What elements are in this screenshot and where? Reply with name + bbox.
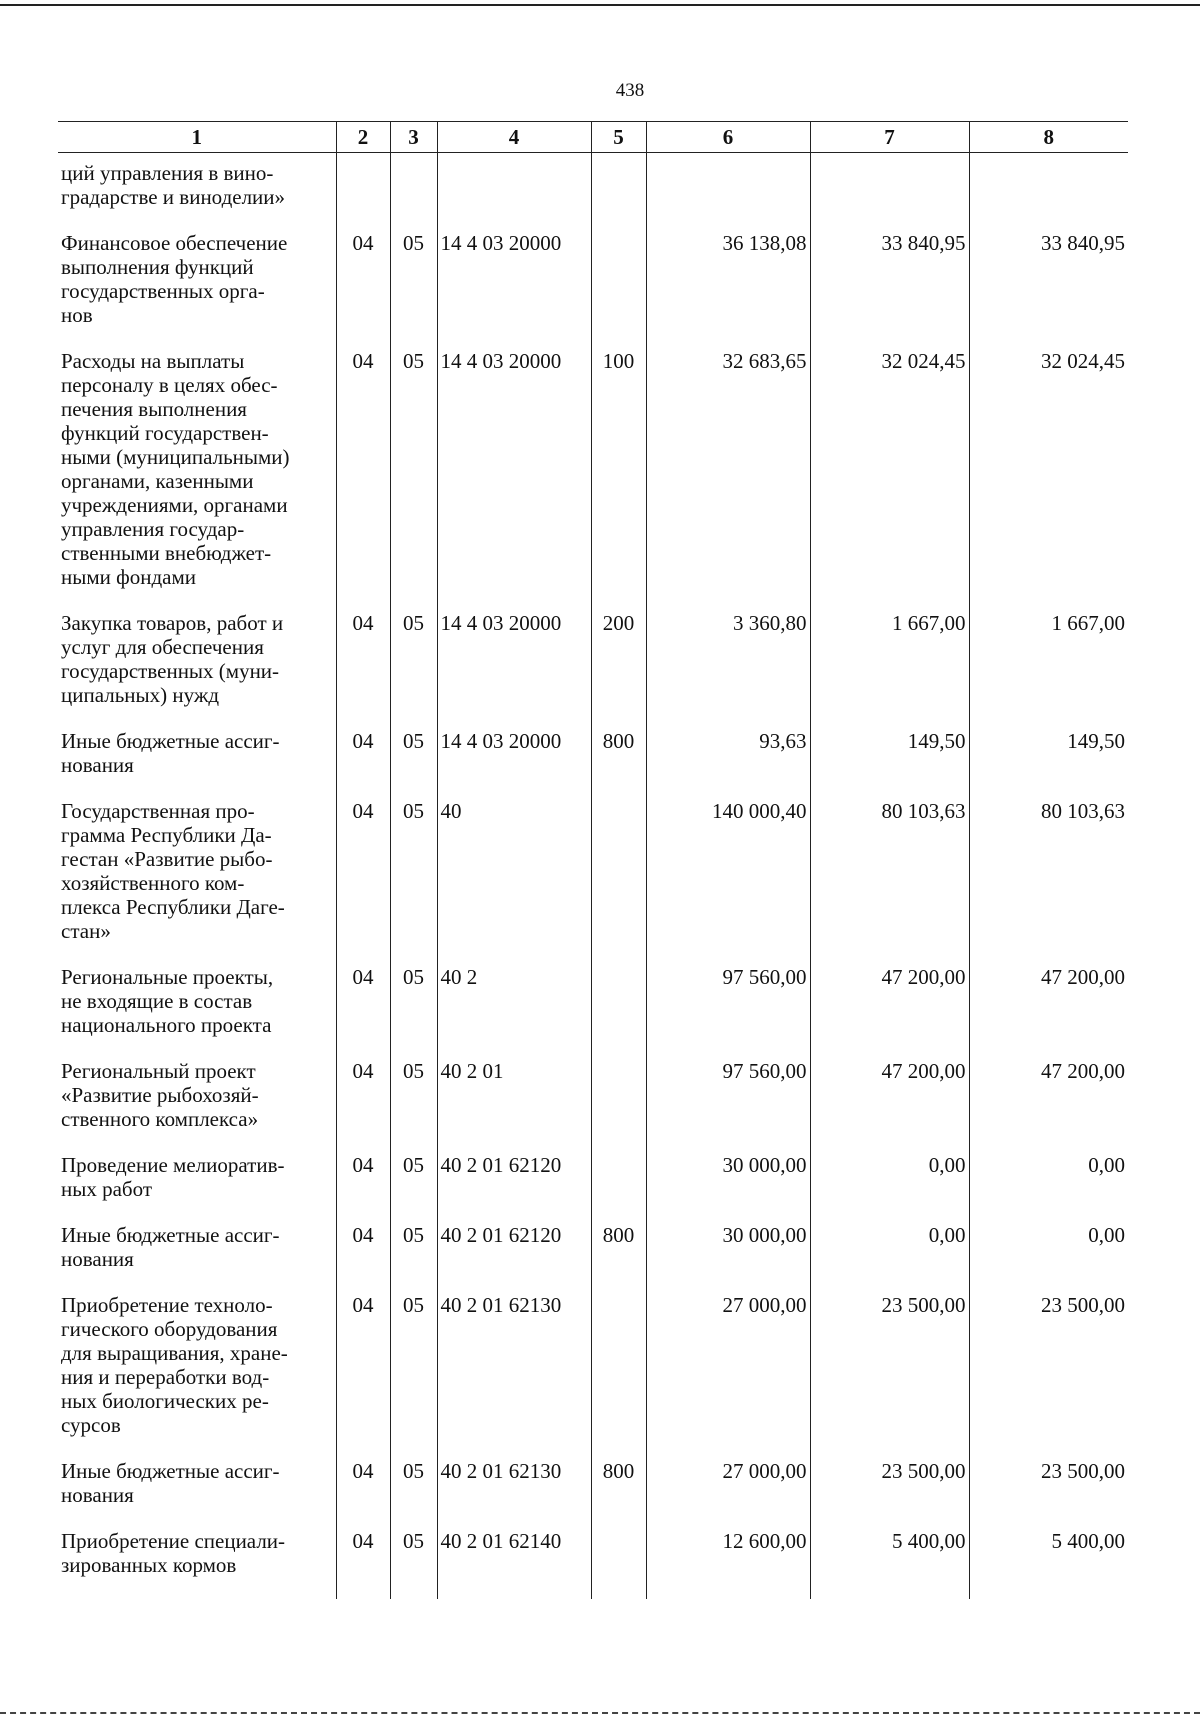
table-row xyxy=(58,1529,1128,1599)
target-article-code: 40 2 xyxy=(437,965,591,1059)
subsection-code: 05 xyxy=(390,1459,437,1529)
subsection-code: 05 xyxy=(390,1059,437,1153)
amount-col-7: 0,00 xyxy=(810,1223,969,1293)
target-article-code: 40 2 01 62120 xyxy=(437,1153,591,1223)
expense-type-code: 200 xyxy=(591,611,646,729)
amount-col-6: 140 000,40 xyxy=(646,799,810,965)
target-article-code xyxy=(437,153,591,232)
amount-col-8: 149,50 xyxy=(969,729,1128,799)
column-header-8: 8 xyxy=(969,122,1128,153)
table-row xyxy=(58,729,1128,799)
column-header-6: 6 xyxy=(646,122,810,153)
target-article-code: 14 4 03 20000 xyxy=(437,729,591,799)
table-row xyxy=(58,799,1128,965)
amount-col-8: 0,00 xyxy=(969,1223,1128,1293)
amount-col-6: 97 560,00 xyxy=(646,1059,810,1153)
expense-item-name: Расходы на выплаты персоналу в целях обес- печения выполнения функций государствен- ными (муниципальными) органами, казенными учреждениями, органами управления государ- ственными внебюджет- ными фондами xyxy=(61,349,290,589)
expense-type-code xyxy=(591,153,646,232)
scan-edge-bottom xyxy=(0,1712,1200,1714)
amount-col-8: 47 200,00 xyxy=(969,1059,1128,1153)
amount-col-7: 5 400,00 xyxy=(810,1529,969,1599)
amount-col-8: 23 500,00 xyxy=(969,1293,1128,1459)
target-article-code: 40 2 01 xyxy=(437,1059,591,1153)
section-code: 04 xyxy=(336,799,390,965)
budget-table xyxy=(58,121,1128,1599)
subsection-code: 05 xyxy=(390,231,437,349)
amount-col-8: 0,00 xyxy=(969,1153,1128,1223)
amount-col-6: 3 360,80 xyxy=(646,611,810,729)
column-header-4: 4 xyxy=(437,122,591,153)
amount-col-8: 32 024,45 xyxy=(969,349,1128,611)
section-code: 04 xyxy=(336,611,390,729)
target-article-code: 14 4 03 20000 xyxy=(437,611,591,729)
column-header-7: 7 xyxy=(810,122,969,153)
table-row xyxy=(58,1059,1128,1153)
table-row xyxy=(58,611,1128,729)
amount-col-7: 32 024,45 xyxy=(810,349,969,611)
amount-col-7: 33 840,95 xyxy=(810,231,969,349)
expense-item-name: Приобретение техноло- гического оборудования для выращивания, хране- ния и переработки вод- ных биологических ре- сурсов xyxy=(61,1293,288,1437)
expense-item-name: Региональные проекты, не входящие в состав национального проекта xyxy=(61,965,274,1037)
expense-type-code: 800 xyxy=(591,1459,646,1529)
amount-col-7: 47 200,00 xyxy=(810,965,969,1059)
expense-item-name: Иные бюджетные ассиг- нования xyxy=(61,1459,280,1507)
expense-type-code: 800 xyxy=(591,1223,646,1293)
amount-col-6 xyxy=(646,153,810,232)
page-number: 438 xyxy=(615,80,645,101)
expense-item-name: Приобретение специали- зированных кормов xyxy=(61,1529,286,1577)
amount-col-8: 33 840,95 xyxy=(969,231,1128,349)
amount-col-8: 47 200,00 xyxy=(969,965,1128,1059)
target-article-code: 40 2 01 62140 xyxy=(437,1529,591,1599)
amount-col-6: 32 683,65 xyxy=(646,349,810,611)
amount-col-6: 30 000,00 xyxy=(646,1223,810,1293)
section-code: 04 xyxy=(336,1293,390,1459)
subsection-code: 05 xyxy=(390,1293,437,1459)
column-header-1: 1 xyxy=(58,122,336,153)
expense-type-code xyxy=(591,231,646,349)
amount-col-7: 80 103,63 xyxy=(810,799,969,965)
expense-item-name: Иные бюджетные ассиг- нования xyxy=(61,1223,280,1271)
subsection-code: 05 xyxy=(390,611,437,729)
amount-col-7: 149,50 xyxy=(810,729,969,799)
amount-col-7: 23 500,00 xyxy=(810,1293,969,1459)
section-code: 04 xyxy=(336,349,390,611)
expense-item-name: Закупка товаров, работ и услуг для обеспечения государственных (муни- ципальных) нужд xyxy=(61,611,284,707)
table-row xyxy=(58,153,1128,232)
amount-col-6: 93,63 xyxy=(646,729,810,799)
table-row xyxy=(58,1223,1128,1293)
amount-col-7 xyxy=(810,153,969,232)
column-header-3: 3 xyxy=(390,122,437,153)
scan-edge-top xyxy=(0,4,1200,6)
target-article-code: 40 2 01 62120 xyxy=(437,1223,591,1293)
expense-item-name: Региональный проект «Развитие рыбохозяй- ственного комплекса» xyxy=(61,1059,259,1131)
target-article-code: 14 4 03 20000 xyxy=(437,231,591,349)
section-code xyxy=(336,153,390,232)
expense-type-code xyxy=(591,1293,646,1459)
table-body xyxy=(58,153,1128,1600)
section-code: 04 xyxy=(336,1059,390,1153)
table-row xyxy=(58,231,1128,349)
amount-col-8: 80 103,63 xyxy=(969,799,1128,965)
amount-col-8: 5 400,00 xyxy=(969,1529,1128,1599)
section-code: 04 xyxy=(336,729,390,799)
amount-col-6: 36 138,08 xyxy=(646,231,810,349)
expense-type-code xyxy=(591,799,646,965)
table-header-row xyxy=(58,122,1128,153)
amount-col-6: 27 000,00 xyxy=(646,1293,810,1459)
section-code: 04 xyxy=(336,1529,390,1599)
expense-type-code: 100 xyxy=(591,349,646,611)
amount-col-8 xyxy=(969,153,1128,232)
subsection-code: 05 xyxy=(390,799,437,965)
section-code: 04 xyxy=(336,965,390,1059)
expense-item-name: Государственная про- грамма Республики Да- гестан «Развитие рыбо- хозяйственного ком- плекса Республики Даге- стан» xyxy=(61,799,285,943)
column-header-2: 2 xyxy=(336,122,390,153)
section-code: 04 xyxy=(336,1459,390,1529)
expense-item-name: Финансовое обеспечение выполнения функций государственных орга- нов xyxy=(61,231,288,327)
table-row xyxy=(58,1293,1128,1459)
section-code: 04 xyxy=(336,231,390,349)
expense-item-name: Проведение мелиоратив- ных работ xyxy=(61,1153,285,1201)
target-article-code: 40 xyxy=(437,799,591,965)
amount-col-8: 1 667,00 xyxy=(969,611,1128,729)
amount-col-6: 12 600,00 xyxy=(646,1529,810,1599)
amount-col-7: 47 200,00 xyxy=(810,1059,969,1153)
table-row xyxy=(58,965,1128,1059)
amount-col-6: 27 000,00 xyxy=(646,1459,810,1529)
target-article-code: 14 4 03 20000 xyxy=(437,349,591,611)
expense-type-code xyxy=(591,1153,646,1223)
subsection-code: 05 xyxy=(390,1223,437,1293)
amount-col-6: 97 560,00 xyxy=(646,965,810,1059)
expense-item-name: Иные бюджетные ассиг- нования xyxy=(61,729,280,777)
amount-col-7: 1 667,00 xyxy=(810,611,969,729)
subsection-code: 05 xyxy=(390,349,437,611)
amount-col-7: 23 500,00 xyxy=(810,1459,969,1529)
expense-type-code xyxy=(591,1059,646,1153)
table-row xyxy=(58,349,1128,611)
subsection-code xyxy=(390,153,437,232)
expense-type-code: 800 xyxy=(591,729,646,799)
target-article-code: 40 2 01 62130 xyxy=(437,1293,591,1459)
section-code: 04 xyxy=(336,1153,390,1223)
table-row xyxy=(58,1153,1128,1223)
table-row xyxy=(58,1459,1128,1529)
amount-col-8: 23 500,00 xyxy=(969,1459,1128,1529)
column-header-5: 5 xyxy=(591,122,646,153)
section-code: 04 xyxy=(336,1223,390,1293)
expense-type-code xyxy=(591,965,646,1059)
subsection-code: 05 xyxy=(390,1153,437,1223)
expense-type-code xyxy=(591,1529,646,1599)
target-article-code: 40 2 01 62130 xyxy=(437,1459,591,1529)
amount-col-6: 30 000,00 xyxy=(646,1153,810,1223)
subsection-code: 05 xyxy=(390,965,437,1059)
subsection-code: 05 xyxy=(390,729,437,799)
subsection-code: 05 xyxy=(390,1529,437,1599)
expense-item-name: ций управления в вино- градарстве и виноделии» xyxy=(61,161,286,209)
amount-col-7: 0,00 xyxy=(810,1153,969,1223)
